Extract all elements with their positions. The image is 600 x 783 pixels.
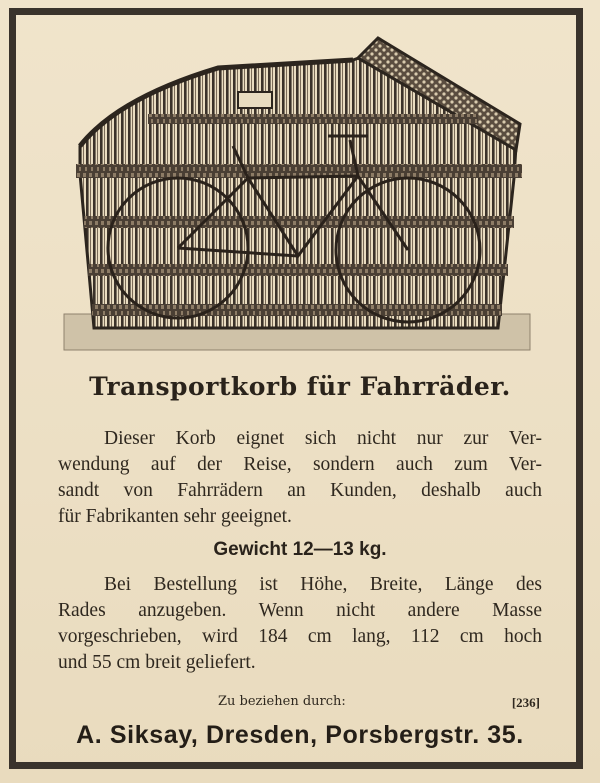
- description-paragraph: [58, 426, 542, 530]
- available-via-label: Zu beziehen durch:: [218, 694, 346, 709]
- order-line: vorgeschrieben, wird 184 cm lang, 112 cm hoch: [58, 626, 542, 647]
- order-line: Bei Bestellung ist Höhe, Breite, Länge des: [104, 574, 542, 595]
- order-line: und 55 cm breit geliefert.: [58, 652, 256, 673]
- description-line: für Fabrikanten sehr geeignet.: [58, 506, 292, 527]
- description-line: sandt von Fahrrädern an Kunden, deshalb auch: [58, 480, 542, 501]
- reference-number: [236]: [511, 695, 540, 710]
- order-instructions-paragraph: [58, 572, 542, 676]
- description-line: Dieser Korb eignet sich nicht nur zur Ver-: [104, 428, 542, 449]
- bicycle-basket-illustration: [58, 28, 544, 358]
- ad-title: Transportkorb für Fahrräder.: [89, 372, 511, 401]
- description-line: wendung auf der Reise, sondern auch zum Ver-: [58, 454, 542, 475]
- weight-spec: Gewicht 12—13 kg.: [213, 539, 387, 560]
- order-line: Rades anzugeben. Wenn nicht andere Masse: [58, 600, 542, 621]
- seller-address: A. Siksay, Dresden, Porsbergstr. 35.: [76, 721, 524, 749]
